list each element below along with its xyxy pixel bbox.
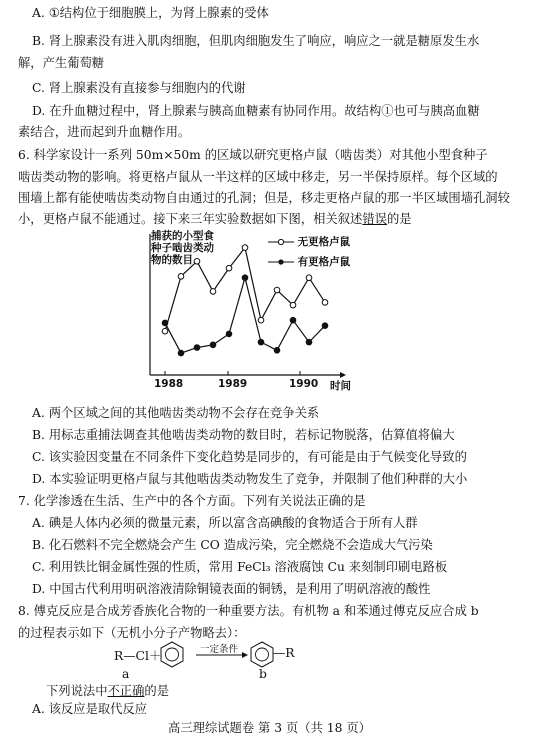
question-8-line3: 下列说法中不正确的是 — [46, 684, 170, 698]
emphasis-incorrect: 不正确 — [107, 684, 145, 698]
option-1b-line1: B. 肾上腺素没有进入肌肉细胞，但肌肉细胞发生了响应，响应之一就是糖原发生水 — [32, 34, 480, 48]
reaction-arrowhead — [242, 652, 248, 658]
option-1b-line2: 解，产生葡萄糖 — [18, 56, 105, 70]
emphasis-wrong: 错误 — [362, 212, 387, 226]
option-1c: C. 肾上腺素没有直接参与细胞内的代谢 — [32, 81, 246, 95]
option-6a: A. 两个区域之间的其他啮齿类动物不会存在竞争关系 — [32, 406, 320, 420]
benzene-ring-product-icon — [251, 642, 273, 667]
option-6d: D. 本实验证明更格卢鼠与其他啮齿类动物发生了竞争，并限制了他们种群的大小 — [32, 472, 468, 486]
x-tick-label-1989: 1989 — [218, 378, 248, 390]
legend-item-filled: 有更格卢鼠 — [268, 254, 350, 270]
x-tick-label-1988: 1988 — [154, 378, 184, 390]
option-6c: C. 该实验因变量在不同条件下变化趋势是同步的，有可能是由于气候变化导致的 — [32, 450, 467, 464]
page-footer: 高三理综试题卷 第 3 页（共 18 页） — [168, 721, 371, 735]
question-7: 7. 化学渗透在生活、生产中的各个方面。下列有关说法正确的是 — [18, 494, 366, 508]
option-1d-line2: 素结合，进而起到升血糖作用。 — [18, 125, 191, 139]
option-7d: D. 中国古代利用明矾溶液清除铜镜表面的铜锈，是利用了明矾溶液的酸性 — [32, 582, 431, 596]
option-7a: A. 碘是人体内必须的微量元素，所以富含高碘酸的食物适合于所有人群 — [32, 516, 418, 530]
question-8-line1: 8. 傅克反应是合成芳香族化合物的一种重要方法。有机物 a 和苯通过傅克反应合成 b — [18, 604, 479, 618]
benzene-ring-reactant-icon — [161, 642, 183, 667]
legend-item-open: 无更格卢鼠 — [268, 234, 350, 250]
reaction-condition: 一定条件 — [200, 644, 239, 655]
question-6-line2: 啮齿类动物的影响。将更格卢鼠从一半这样的区域中移走，另一半保持原样。每个区域的 — [18, 170, 498, 184]
option-7c: C. 利用铁比铜金属性强的性质，常用 FeCl₃ 溶液腐蚀 Cu 来刻制印刷电路板 — [32, 560, 448, 574]
product-r: —R — [273, 646, 295, 660]
question-6-line4: 小，更格卢鼠不能通过。接下来三年实验数据如下图，相关叙述错误的是 — [18, 212, 412, 226]
option-6b: B. 用标志重捕法调查其他啮齿类动物的数目时，若标记物脱落，估算值将偏大 — [32, 428, 455, 442]
chart-ylabel: 捕获的小型食种子啮齿类动物的数目 — [151, 230, 214, 266]
x-tick-label-1990: 1990 — [289, 378, 319, 390]
option-1d-line1: D. 在升血糖过程中，肾上腺素与胰高血糖素有协同作用。故结构①也可与胰高血糖 — [32, 104, 480, 118]
question-6-line1: 6. 科学家设计一系列 50m×50m 的区域以研究更格卢鼠（啮齿类）对其他小型食种子 — [18, 148, 488, 162]
question-6-line3: 围墙上都有能使啮齿类动物自由通过的孔洞；但是，移走更格卢鼠的那一半区域围墙孔洞较 — [18, 191, 510, 205]
label-b: b — [259, 667, 267, 681]
chart-xlabel: 时间 — [330, 380, 351, 392]
reactant-rcl: R—Cl＋ — [114, 649, 162, 663]
question-8-line2: 的过程表示如下（无机小分子产物略去）： — [18, 626, 246, 640]
option-8a: A. 该反应是取代反应 — [32, 702, 148, 716]
option-7b: B. 化石燃料不完全燃烧会产生 CO 造成污染，完全燃烧不会造成大气污染 — [32, 538, 433, 552]
label-a: a — [122, 667, 130, 681]
option-1a: A. ①结构位于细胞膜上，为肾上腺素的受体 — [32, 6, 269, 20]
